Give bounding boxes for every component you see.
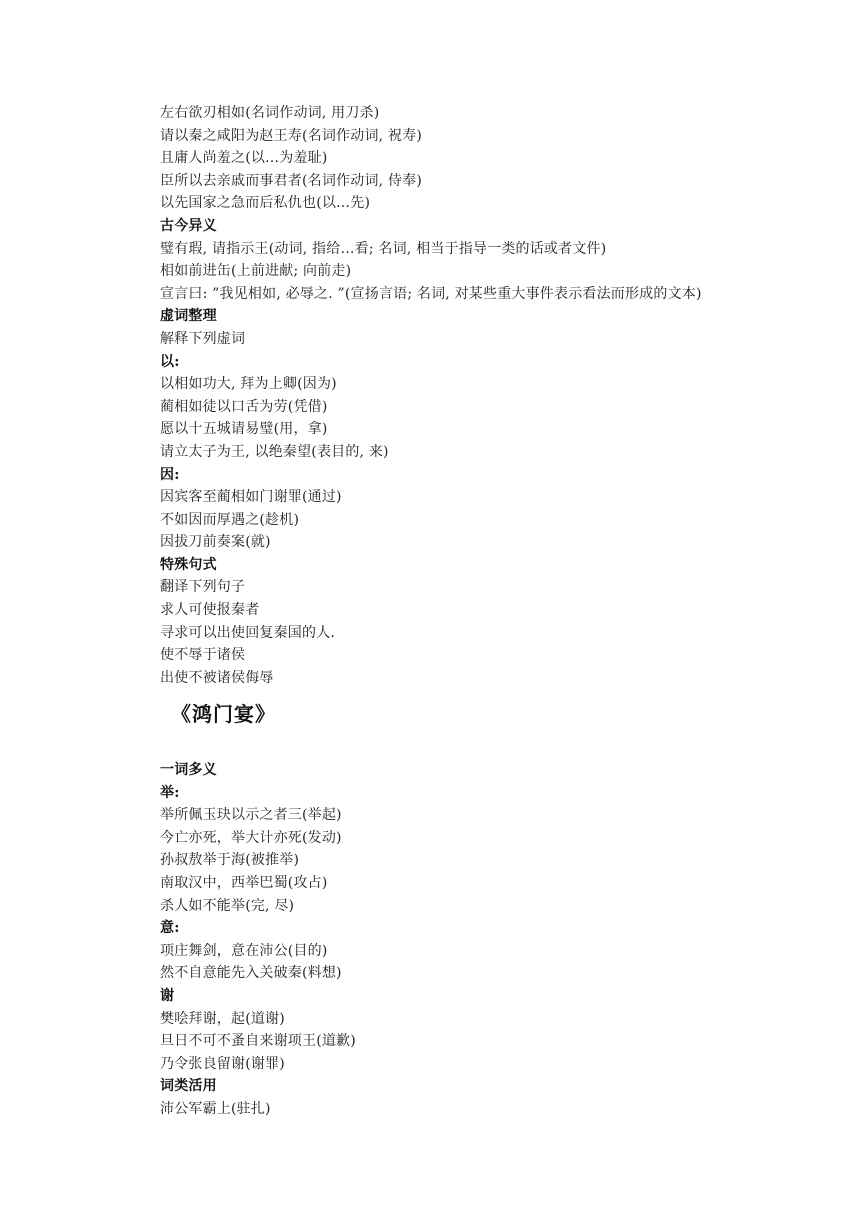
text-line: 愿以十五城请易璧(用，拿) (160, 421, 328, 438)
text-line: 解释下列虚词 (160, 330, 246, 347)
subheading: 特殊句式 (160, 556, 217, 573)
subheading: 古今异义 (160, 217, 217, 234)
text-line: 且庸人尚羞之(以…为羞耻) (160, 150, 328, 167)
text-line: 相如前进缶(上前进献; 向前走) (160, 263, 352, 280)
subheading: 以: (160, 353, 180, 370)
subheading: 因: (160, 466, 180, 483)
text-line: 请以秦之咸阳为赵王寿(名词作动词, 祝寿) (160, 127, 423, 144)
text-line: 出使不被诸侯侮辱 (160, 669, 274, 686)
text-line: 杀人如不能举(完, 尽) (160, 897, 295, 914)
text-line: 寻求可以出使回复秦国的人. (160, 624, 336, 641)
subheading: 一词多义 (160, 762, 217, 778)
text-line: 宣言曰: ”我见相如, 必辱之. ”(宣扬言语; 名词, 对某些重大事件表示看法而形成的文本) (160, 285, 702, 302)
subheading: 词类活用 (160, 1078, 217, 1095)
text-line: 今亡亦死，举大计亦死(发动) (160, 829, 342, 846)
text-line: 项庄舞剑，意在沛公(目的) (160, 942, 328, 959)
text-line: 樊哙拜谢，起(道谢) (160, 1010, 285, 1027)
text-block-upper (160, 102, 820, 689)
text-line: 翻译下列句子 (160, 579, 246, 596)
text-line: 臣所以去亲戚而事君者(名词作动词, 侍奉) (160, 172, 423, 189)
text-line: 不如因而厚遇之(趁机) (160, 511, 300, 528)
text-line: 沛公军霸上(驻扎) (160, 1100, 271, 1117)
section-title: 《鸿门宴》 (171, 702, 276, 726)
text-line: 蔺相如徒以口舌为劳(凭借) (160, 398, 328, 415)
text-line: 因宾客至蔺相如门谢罪(通过) (160, 489, 342, 506)
text-line: 以相如功大, 拜为上卿(因为) (160, 376, 337, 393)
text-line: 南取汉中，西举巴蜀(攻占) (160, 874, 328, 891)
text-line: 使不辱于诸侯 (160, 647, 246, 664)
subheading: 谢 (160, 987, 175, 1004)
text-line: 举所佩玉玦以示之者三(举起) (160, 807, 342, 824)
text-line: 孙叔敖举于海(被推举) (160, 852, 300, 869)
subheading: 举: (160, 784, 180, 801)
text-line: 请立太子为王, 以绝秦望(表目的, 来) (160, 443, 389, 460)
subheading: 虚词整理 (160, 308, 217, 325)
text-line: 璧有瑕, 请指示王(动词, 指给…看; 名词, 相当于指导一类的话或者文件) (160, 240, 607, 257)
subheading: 意: (160, 920, 180, 937)
text-line: 以先国家之急而后私仇也(以…先) (160, 195, 371, 212)
text-line: 左右欲刃相如(名词作动词, 用刀杀) (160, 105, 380, 121)
text-line: 因拔刀前奏案(就) (160, 534, 271, 551)
text-line: 乃令张良留谢(谢罪) (160, 1055, 285, 1072)
text-line: 求人可使报秦者 (160, 602, 260, 619)
text-block-lower (160, 759, 820, 1121)
text-line: 旦日不可不蚤自来谢项王(道歉) (160, 1033, 356, 1050)
text-line: 然不自意能先入关破秦(料想) (160, 965, 342, 982)
